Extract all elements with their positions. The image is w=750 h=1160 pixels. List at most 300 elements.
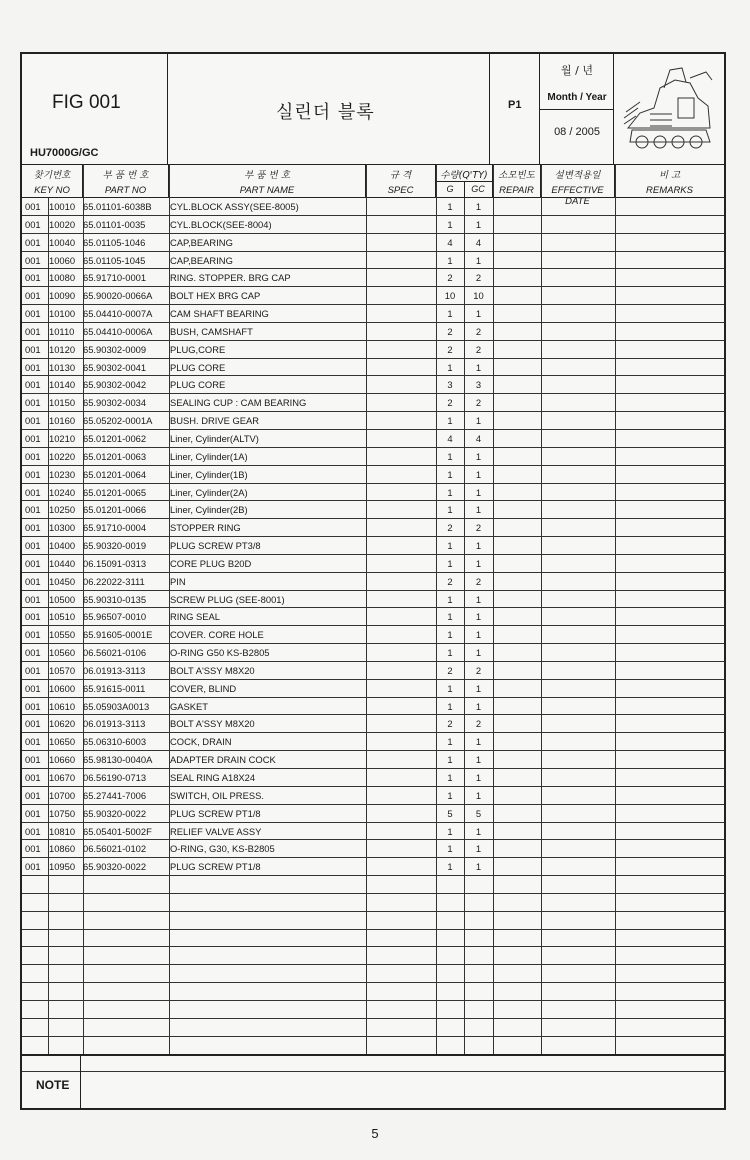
empty-table-row [22,912,724,930]
table-row [22,787,724,805]
qty-g-cell: 1 [447,647,453,659]
key-no-cell: 10400 [49,540,76,552]
key-prefix-cell: 001 [25,575,41,587]
key-no-cell: 10700 [49,789,76,801]
empty-table-row [22,876,724,894]
page-code-box [490,54,540,164]
part-no-cell: 65.01101-6038B [83,201,152,212]
key-prefix-cell: 001 [25,611,41,623]
header-repair: 소모빈도 REPAIR [493,165,541,197]
part-no-cell: 65.01201-0066 [83,504,147,516]
part-no-cell: 65.04410-0006A [83,325,153,337]
key-prefix-cell: 001 [25,700,41,712]
table-row [22,252,724,270]
key-no-cell: 10560 [49,647,76,659]
qty-gc-cell: 2 [475,272,482,284]
qty-g-cell: 1 [447,825,453,837]
qty-gc-cell: 2 [475,397,482,409]
key-prefix-cell: 001 [25,647,41,659]
qty-gc-cell: 1 [475,540,482,552]
key-no-cell: 10240 [49,486,76,498]
part-no-cell: 06.22022-3111 [83,575,145,587]
table-row [22,394,724,412]
qty-g-cell: 10 [444,290,456,302]
page-title: 실린더 블록 [276,102,375,123]
qty-g-cell: 2 [447,272,453,284]
qty-g-cell: 2 [447,397,453,409]
key-prefix-cell: 001 [25,308,41,320]
qty-g-cell: 2 [447,325,453,337]
qty-gc-cell: 1 [475,789,482,801]
key-prefix-cell: 001 [25,415,41,427]
table-row [22,840,724,858]
key-no-cell: 10860 [49,843,76,855]
header-key-no: 찾기번호 KEY NO [22,165,83,197]
key-no-cell: 10500 [49,593,76,605]
parts-list-sheet [20,52,726,1110]
part-name-cell: Liner, Cylinder(2B) [170,504,248,516]
qty-gc-cell: 1 [475,700,482,712]
table-row [22,305,724,323]
title-box [168,54,490,164]
table-row [22,608,724,626]
page-code: P1 [508,99,522,111]
qty-g-cell: 1 [447,700,453,712]
part-name-cell: PLUG CORE [170,361,226,373]
header-part-name: 부 품 번 호 PART NAME [169,165,366,197]
qty-gc-cell: 5 [475,807,482,819]
qty-g-cell: 2 [447,343,453,355]
part-no-cell: 65.90302-0042 [83,379,147,391]
qty-gc-cell: 2 [475,664,482,676]
qty-gc-cell: 1 [475,629,482,641]
part-name-cell: PIN [170,575,186,587]
key-prefix-cell: 001 [25,754,41,766]
part-no-cell: 65.91710-0001 [83,272,147,284]
part-name-cell: O-RING, G30, KS-B2805 [170,843,275,855]
empty-table-row [22,1001,724,1019]
part-name-cell: BOLT A'SSY M8X20 [170,718,255,730]
header-spec: 규 격 SPEC [366,165,436,197]
key-no-cell: 10570 [49,664,76,676]
note-row [22,1054,724,1108]
part-name-cell: SWITCH, OIL PRESS. [170,789,264,801]
table-row [22,555,724,573]
table-row [22,412,724,430]
part-no-cell: 65.05202-0001A [83,415,153,427]
table-row [22,858,724,876]
part-no-cell: 06.01913-3113 [83,718,146,730]
qty-g-cell: 2 [447,575,453,587]
note-divider [80,1056,81,1108]
part-name-cell: O-RING G50 KS-B2805 [170,647,270,659]
part-no-cell: 65.01101-0035 [83,218,146,230]
part-no-cell: 65.01201-0063 [83,450,147,462]
key-no-cell: 10020 [49,218,76,230]
table-row [22,733,724,751]
key-prefix-cell: 001 [25,593,41,605]
qty-gc-cell: 1 [475,861,482,873]
qty-g-cell: 1 [447,218,453,230]
qty-g-cell: 1 [447,593,453,605]
part-no-cell: 06.56021-0102 [83,843,147,855]
qty-g-cell: 4 [447,236,453,248]
empty-table-row [22,947,724,965]
qty-gc-cell: 2 [475,575,482,587]
part-no-cell: 65.90320-0019 [83,540,147,552]
qty-gc-cell: 2 [475,522,482,534]
qty-gc-cell: 1 [475,647,482,659]
part-no-cell: 65.01201-0062 [83,432,147,444]
table-row [22,769,724,787]
table-row [22,430,724,448]
table-row [22,591,724,609]
part-no-cell: 65.91615-0011 [83,682,146,694]
qty-gc-cell: 1 [475,611,482,623]
part-name-cell: CAP,BEARING [170,254,233,266]
key-prefix-cell: 001 [25,736,41,748]
part-no-cell: 65.01201-0064 [83,468,147,480]
table-row [22,216,724,234]
parts-table-body [22,198,724,1072]
part-no-cell: 65.05401-5002F [83,825,152,837]
key-no-cell: 10010 [49,201,76,212]
key-no-cell: 10060 [49,254,76,266]
key-no-cell: 10670 [49,772,76,783]
qty-g-cell: 1 [447,611,453,623]
part-name-cell: GASKET [170,700,209,712]
part-no-cell: 65.90310-0135 [83,593,147,605]
header-qty-gc: GC [471,184,485,194]
qty-g-cell: 1 [447,415,453,427]
part-name-cell: Liner, Cylinder(1A) [170,450,248,462]
table-row [22,269,724,287]
qty-gc-cell: 1 [475,754,482,766]
key-prefix-cell: 001 [25,540,41,552]
part-name-cell: COVER, BLIND [170,682,237,694]
qty-gc-cell: 1 [475,218,482,230]
qty-gc-cell: 10 [473,290,484,302]
table-row [22,644,724,662]
table-row [22,519,724,537]
header-part-no: 부 품 번 호 PART NO [83,165,169,197]
key-no-cell: 10040 [49,236,76,248]
key-prefix-cell: 001 [25,236,41,248]
empty-table-row [22,1019,724,1037]
part-name-cell: SCREW PLUG (SEE-8001) [170,593,285,605]
key-prefix-cell: 001 [25,718,41,730]
key-no-cell: 10510 [49,611,76,623]
key-no-cell: 10750 [49,807,76,819]
empty-table-row [22,1037,724,1055]
key-prefix-cell: 001 [25,557,41,569]
part-no-cell: 65.01201-0065 [83,486,147,498]
part-no-cell: 65.96507-0010 [83,611,147,623]
key-no-cell: 10220 [49,450,76,462]
part-name-cell: COCK, DRAIN [170,736,232,748]
key-no-cell: 10160 [49,415,76,427]
part-name-cell: BUSH. DRIVE GEAR [170,415,260,427]
key-no-cell: 10230 [49,468,76,480]
key-prefix-cell: 001 [25,522,41,534]
part-no-cell: 65.01105-1046 [83,236,146,248]
qty-g-cell: 2 [447,522,453,534]
table-row [22,537,724,555]
table-row [22,484,724,502]
table-row [22,751,724,769]
key-prefix-cell: 001 [25,825,41,837]
key-no-cell: 10440 [49,557,76,569]
part-name-cell: RING. STOPPER. BRG CAP [170,272,291,284]
key-prefix-cell: 001 [25,486,41,498]
qty-gc-cell: 1 [475,201,482,212]
part-name-cell: CYL.BLOCK(SEE-8004) [170,218,272,230]
date-value: 08 / 2005 [554,126,600,138]
key-no-cell: 10120 [49,343,76,355]
key-no-cell: 10650 [49,736,76,748]
qty-g-cell: 1 [447,201,453,212]
key-no-cell: 10550 [49,629,76,641]
header-effective-date: 설변적용일 EFFECTIVE DATE [541,165,615,197]
qty-gc-cell: 2 [475,325,482,337]
part-name-cell: BUSH, CAMSHAFT [170,325,253,337]
qty-gc-cell: 1 [475,843,482,855]
key-prefix-cell: 001 [25,397,41,409]
part-name-cell: PLUG CORE [170,379,226,391]
qty-g-cell: 1 [447,843,453,855]
key-no-cell: 10450 [49,575,76,587]
key-no-cell: 10140 [49,379,76,391]
part-no-cell: 65.90320-0022 [83,807,147,819]
combine-harvester-image [620,58,718,156]
qty-gc-cell: 3 [475,379,482,391]
part-no-cell: 06.56190-0713 [83,772,147,783]
table-row [22,805,724,823]
table-row [22,501,724,519]
qty-gc-cell: 1 [475,254,482,266]
part-name-cell: Liner, Cylinder(2A) [170,486,248,498]
qty-g-cell: 1 [447,557,453,569]
qty-gc-cell: 1 [475,468,482,480]
key-prefix-cell: 001 [25,254,41,266]
table-row [22,823,724,841]
qty-g-cell: 1 [447,361,453,373]
key-prefix-cell: 001 [25,468,41,480]
table-row [22,341,724,359]
qty-g-cell: 1 [447,450,453,462]
key-prefix-cell: 001 [25,343,41,355]
part-no-cell: 65.01105-1045 [83,254,146,266]
table-row [22,376,724,394]
qty-g-cell: 1 [447,540,453,552]
qty-g-cell: 1 [447,468,453,480]
part-no-cell: 65.06310-6003 [83,736,147,748]
part-name-cell: SEAL RING A18X24 [170,772,256,783]
key-no-cell: 10210 [49,432,76,444]
qty-gc-cell: 1 [475,682,482,694]
machine-image-box [614,54,726,164]
qty-gc-cell: 1 [475,504,482,516]
key-no-cell: 10600 [49,682,76,694]
part-no-cell: 65.05903A0013 [83,700,150,712]
qty-g-cell: 3 [447,379,453,391]
qty-g-cell: 1 [447,254,453,266]
key-no-cell: 10610 [49,700,76,712]
part-no-cell: 65.90320-0022 [83,861,147,873]
key-prefix-cell: 001 [25,379,41,391]
table-row [22,626,724,644]
part-name-cell: COVER. CORE HOLE [170,629,264,641]
qty-gc-cell: 1 [475,772,482,783]
qty-gc-cell: 4 [475,432,482,444]
qty-gc-cell: 1 [475,557,482,569]
key-prefix-cell: 001 [25,290,41,302]
key-prefix-cell: 001 [25,218,41,230]
part-no-cell: 06.15091-0313 [83,557,147,569]
empty-table-row [22,983,724,1001]
part-name-cell: RING SEAL [170,611,221,623]
qty-g-cell: 1 [447,789,453,801]
part-no-cell: 65.90302-0009 [83,343,147,355]
empty-table-row [22,930,724,948]
table-row [22,359,724,377]
key-prefix-cell: 001 [25,843,41,855]
key-no-cell: 10620 [49,718,76,730]
table-row [22,715,724,733]
part-name-cell: CORE PLUG B20D [170,557,252,569]
qty-gc-cell: 2 [475,718,482,730]
qty-gc-cell: 1 [475,736,482,748]
table-row [22,573,724,591]
key-no-cell: 10660 [49,754,76,766]
key-no-cell: 10950 [49,861,76,873]
note-label: NOTE [36,1078,70,1092]
part-name-cell: CYL.BLOCK ASSY(SEE-8005) [170,201,299,212]
key-prefix-cell: 001 [25,201,41,212]
part-name-cell: PLUG SCREW PT3/8 [170,540,261,552]
qty-gc-cell: 2 [475,343,482,355]
table-row [22,287,724,305]
date-box [540,54,614,164]
part-name-cell: CAM SHAFT BEARING [170,308,269,320]
date-divider [540,109,614,110]
key-prefix-cell: 001 [25,772,41,783]
key-prefix-cell: 001 [25,629,41,641]
part-name-cell: Liner, Cylinder(1B) [170,468,248,480]
part-name-cell: PLUG SCREW PT1/8 [170,861,261,873]
key-no-cell: 10090 [49,290,76,302]
part-no-cell: 06.56021-0106 [83,647,147,659]
qty-g-cell: 1 [447,504,453,516]
key-prefix-cell: 001 [25,325,41,337]
key-no-cell: 10100 [49,308,76,320]
key-no-cell: 10300 [49,522,76,534]
qty-g-cell: 1 [447,736,453,748]
part-no-cell: 65.90302-0041 [83,361,147,373]
qty-g-cell: 5 [447,807,453,819]
key-no-cell: 10110 [49,325,75,337]
qty-gc-cell: 4 [475,236,482,248]
qty-gc-cell: 1 [475,308,482,320]
key-prefix-cell: 001 [25,450,41,462]
table-row [22,698,724,716]
key-prefix-cell: 001 [25,432,41,444]
part-no-cell: 65.98130-0040A [83,754,153,766]
qty-gc-cell: 1 [475,486,482,498]
part-no-cell: 65.27441-7006 [83,789,147,801]
part-no-cell: 65.04410-0007A [83,308,153,320]
table-row [22,680,724,698]
page-number: 5 [371,1126,379,1141]
table-row [22,198,724,216]
part-name-cell: CAP,BEARING [170,236,233,248]
part-no-cell: 65.90020-0066A [83,290,153,302]
part-name-cell: BOLT HEX BRG CAP [170,290,261,302]
key-no-cell: 10810 [49,825,76,837]
header-remarks: 비 고 REMARKS [646,170,693,196]
qty-g-cell: 2 [447,718,453,730]
key-prefix-cell: 001 [25,789,41,801]
figure-number: FIG 001 [52,92,121,113]
key-no-cell: 10080 [49,272,76,284]
key-prefix-cell: 001 [25,361,41,373]
key-prefix-cell: 001 [25,861,41,873]
qty-gc-cell: 1 [475,825,482,837]
key-no-cell: 10130 [49,361,76,373]
key-prefix-cell: 001 [25,682,41,694]
key-no-cell: 10150 [49,397,76,409]
table-row [22,448,724,466]
part-no-cell: 65.90302-0034 [83,397,147,409]
date-label-en: Month / Year [547,92,607,103]
table-row [22,234,724,252]
qty-gc-cell: 1 [475,361,482,373]
part-no-cell: 65.91605-0001E [83,629,153,641]
qty-gc-cell: 1 [475,415,482,427]
qty-g-cell: 1 [447,772,453,783]
qty-gc-cell: 1 [475,450,482,462]
qty-g-cell: 1 [447,308,453,320]
key-prefix-cell: 001 [25,807,41,819]
key-prefix-cell: 001 [25,664,41,676]
part-name-cell: SEALING CUP : CAM BEARING [170,397,307,409]
part-name-cell: BOLT A'SSY M8X20 [170,664,255,676]
qty-g-cell: 1 [447,682,453,694]
part-no-cell: 65.91710-0004 [83,522,147,534]
qty-g-cell: 2 [447,664,453,676]
qty-g-cell: 4 [447,432,453,444]
empty-table-row [22,894,724,912]
date-label-ko: 월 / 년 [561,64,593,77]
qty-g-cell: 1 [447,629,453,641]
part-name-cell: PLUG SCREW PT1/8 [170,807,261,819]
part-name-cell: ADAPTER DRAIN COCK [170,754,276,766]
part-name-cell: STOPPER RING [170,522,241,534]
empty-table-row [22,965,724,983]
key-no-cell: 10250 [49,504,76,516]
model-number: HU7000G/GC [30,147,99,159]
key-prefix-cell: 001 [25,504,41,516]
part-name-cell: Liner, Cylinder(ALTV) [170,432,259,444]
table-row [22,466,724,484]
header-qty-g: G [446,184,454,194]
qty-g-cell: 1 [447,861,453,873]
table-row [22,323,724,341]
table-row [22,662,724,680]
part-name-cell: RELIEF VALVE ASSY [170,825,262,837]
qty-g-cell: 1 [447,754,453,766]
key-prefix-cell: 001 [25,272,41,284]
